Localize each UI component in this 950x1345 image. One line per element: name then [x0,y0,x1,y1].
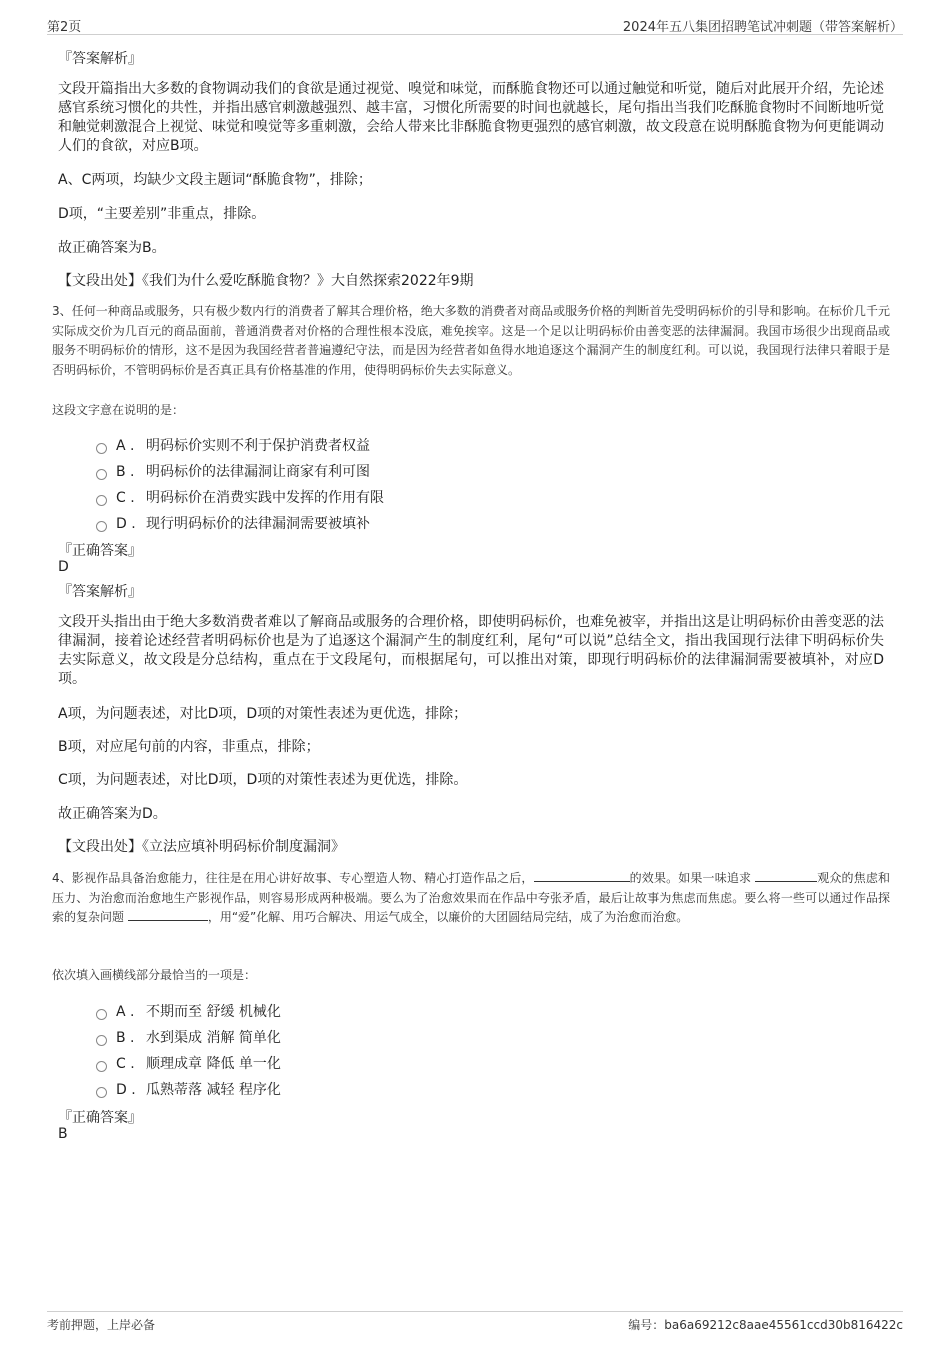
correct-answer: B [58,1126,68,1142]
option-text: 顺理成章 降低 单一化 [146,1056,281,1072]
question-4-text-part: 观众的焦虑和压力、为治愈而治愈地生产影视作品，则容易形成两种极端。要么为了治愈效果而在作品中夸张矛盾，最后让故事为焦虑而焦虑。要么将一些可以通过作品探索的复杂问题 [52,871,890,924]
question-4-option-b[interactable] [96,1027,281,1047]
analysis-label: 『答案解析』 [58,51,142,67]
document-id: 编号：ba6a69212c8aae45561ccd30b816422c [628,1318,903,1332]
analysis-text: 文段开头指出由于绝大多数消费者难以了解商品或服务的合理价格，即使明码标价，也难免被宰，并指出这是让明码标价由善变恶的法律漏洞，接着论述经营者明码标价也是为了追逐这个漏洞产生的制度红利，尾句“可以说”总结全文，指出我国现行法律下明码标价失去实际意义，故文段是分总结构，重点在于文段尾句，而根据尾句，可以推出对策，即现行明码标价的法律漏洞需要被填补，对应D项。 [58,614,884,687]
option-text: 明码标价实则不利于保护消费者权益 [146,438,370,454]
question-4-text-part: ，用“爱”化解、用巧合解决、用运气成全，以廉价的大团圆结局完结，成了为治愈而治愈。 [207,910,689,924]
analysis-label: 『答案解析』 [58,584,142,600]
analysis-line: D项，“主要差别”非重点，排除。 [58,206,266,222]
question-4-text [52,869,890,928]
correct-answer: D [58,559,69,575]
fill-blank [534,869,630,882]
question-4-prompt: 依次填入画横线部分最恰当的一项是： [52,968,257,982]
radio-icon[interactable] [96,1035,107,1046]
option-text: 明码标价的法律漏洞让商家有利可图 [146,464,370,480]
radio-icon[interactable] [96,521,107,532]
analysis-line: A项，为问题表述，对比D项，D项的对策性表述为更优选，排除； [58,706,468,722]
source-citation: 【文段出处】《我们为什么爱吃酥脆食物？》大自然探索2022年9期 [58,273,474,289]
analysis-line: 故正确答案为B。 [58,240,166,256]
analysis-line: C项，为问题表述，对比D项，D项的对策性表述为更优选，排除。 [58,772,468,788]
source-citation: 【文段出处】《立法应填补明码标价制度漏洞》 [58,839,345,855]
fill-blank [755,869,817,882]
radio-icon[interactable] [96,1087,107,1098]
page-header [47,14,903,35]
analysis-line: 故正确答案为D。 [58,806,167,822]
radio-icon[interactable] [96,469,107,480]
page-number: 第2页 [47,20,82,35]
radio-icon[interactable] [96,495,107,506]
page-footer [47,1311,903,1336]
question-3-option-b[interactable] [96,461,370,481]
question-3-option-a[interactable] [96,435,370,455]
analysis-text: 文段开篇指出大多数的食物调动我们的食欲是通过视觉、嗅觉和味觉，而酥脆食物还可以通过触觉和听觉，随后对此展开介绍，先论述感官系统习惯化的共性，并指出感官刺激越强烈、越丰富，习惯化所需要的时间也就越长，尾句指出当我们吃酥脆食物时不间断地听觉和触觉刺激混合上视觉、味觉和嗅觉等多重刺激，会给人带来比非酥脆食物更强烈的感官刺激，故文段意在说明酥脆食物为何更能调动人们的食欲，对应B项。 [58,81,884,154]
question-3-prompt: 这段文字意在说明的是： [52,403,185,417]
footer-slogan: 考前押题，上岸必备 [47,1318,156,1332]
option-letter: B . [116,1030,135,1046]
correct-answer-label: 『正确答案』 [58,543,142,559]
question-4-option-a[interactable] [96,1001,281,1021]
correct-answer-label: 『正确答案』 [58,1110,142,1126]
analysis-line: B项，对应尾句前的内容，非重点，排除； [58,739,320,755]
question-4-option-d[interactable] [96,1079,281,1099]
radio-icon[interactable] [96,1009,107,1020]
option-letter: C . [116,490,135,506]
option-text: 水到渠成 消解 简单化 [146,1030,281,1046]
question-3-option-c[interactable] [96,487,384,507]
question-4-option-c[interactable] [96,1053,281,1073]
question-3-text: 3、任何一种商品或服务，只有极少数内行的消费者了解其合理价格，绝大多数的消费者对商品或服务价格的判断首先受明码标价的引导和影响。在标价几千元实际成交价为几百元的商品面前，普通消费者对价格的合理性根本没底，难免挨宰。这是一个足以让明码标价由善变恶的法律漏洞。我国市场很少出现商品或服务不明码标价的情形，这不是因为我国经营者普遍遵纪守法，而是因为经营者如鱼得水地追逐这个漏洞产生的制度红利。可以说，我国现行法律只着眼于是否明码标价，不管明码标价是否真正具有价格基准的作用，使得明码标价失去实际意义。 [52,304,890,377]
option-letter: C . [116,1056,135,1072]
document-title: 2024年五八集团招聘笔试冲刺题（带答案解析） [622,20,903,35]
option-text: 现行明码标价的法律漏洞需要被填补 [146,516,370,532]
radio-icon[interactable] [96,443,107,454]
option-letter: A . [116,1004,135,1020]
option-text: 瓜熟蒂落 减轻 程序化 [146,1082,281,1098]
fill-blank [128,908,208,921]
radio-icon[interactable] [96,1061,107,1072]
option-letter: B . [116,464,135,480]
option-text: 明码标价在消费实践中发挥的作用有限 [146,490,384,506]
option-text: 不期而至 舒缓 机械化 [146,1004,281,1020]
analysis-line: A、C两项，均缺少文段主题词“酥脆食物”，排除； [58,172,372,188]
question-4-text-part: 4、影视作品具备治愈能力，往往是在用心讲好故事、专心塑造人物、精心打造作品之后， [52,871,534,885]
option-letter: D . [116,1082,136,1098]
option-letter: D . [116,516,136,532]
question-4-text-part: 的效果。如果一味追求 [629,871,752,885]
option-letter: A . [116,438,135,454]
question-3-option-d[interactable] [96,513,370,533]
